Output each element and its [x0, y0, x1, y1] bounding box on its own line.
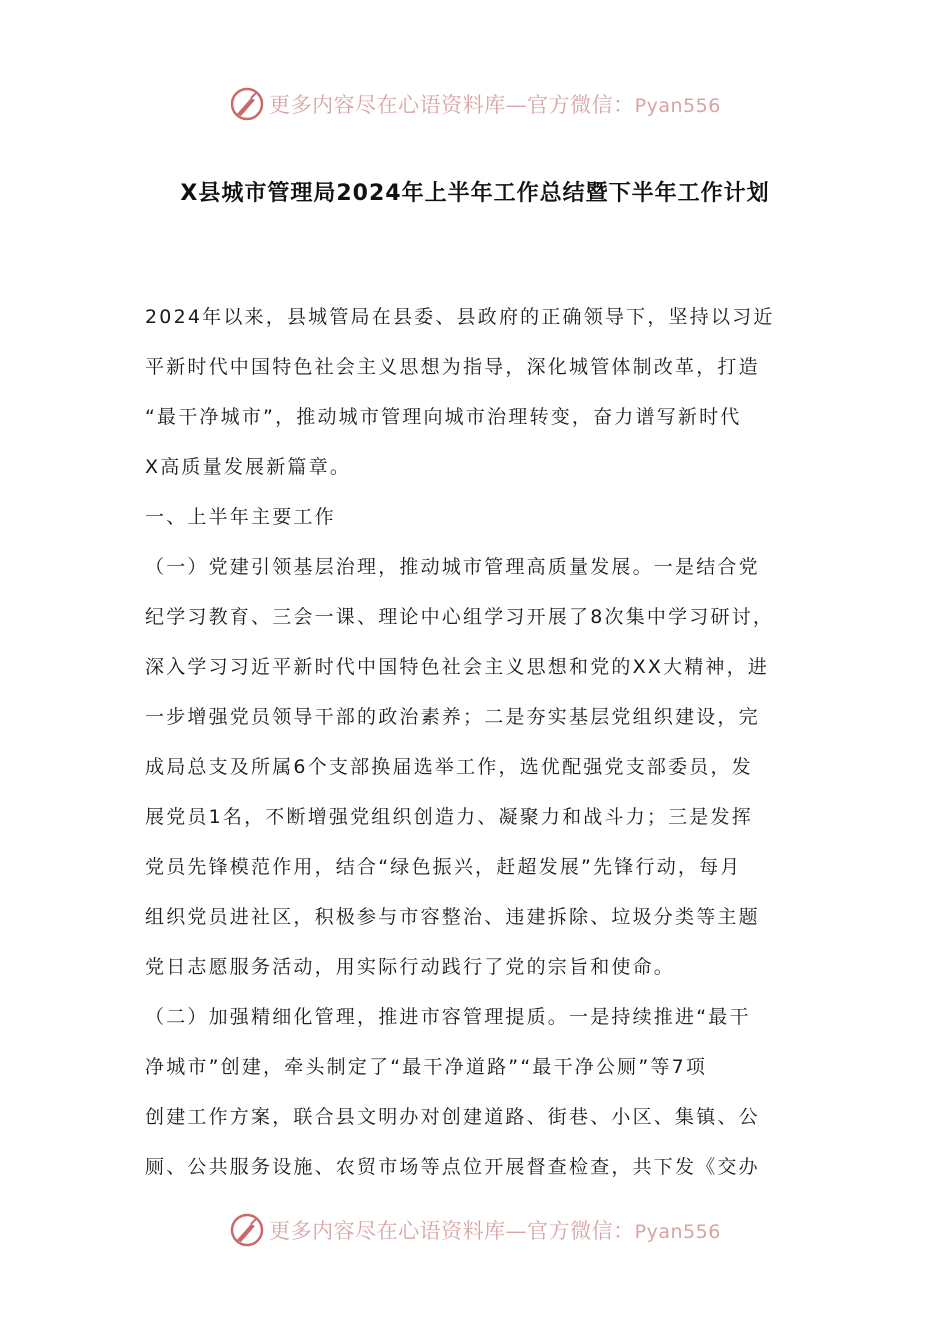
body-line: 一步增强党员领导干部的政治素养；二是夯实基层党组织建设，完	[145, 706, 760, 728]
section-heading: 一、上半年主要工作	[145, 506, 336, 528]
watermark-text: 更多内容尽在心语资料库—官方微信：Pyan556	[269, 1219, 721, 1243]
watermark-handle: Pyan556	[634, 1221, 721, 1243]
document-title: X县城市管理局2024年上半年工作总结暨下半年工作计划	[180, 181, 770, 206]
body-line: 纪学习教育、三会一课、理论中心组学习开展了8次集中学习研讨，	[145, 606, 775, 628]
body-line: 组织党员进社区，积极参与市容整治、违建拆除、垃圾分类等主题	[145, 906, 760, 928]
body-line: X高质量发展新篇章。	[145, 456, 352, 478]
body-line: 净城市”创建，牵头制定了“最干净道路”“最干净公厕”等7项	[145, 1056, 708, 1078]
body-line: 党员先锋模范作用，结合“绿色振兴，赶超发展”先锋行动，每月	[145, 856, 742, 878]
watermark-banner-top	[0, 82, 950, 126]
watermark-banner-bottom	[0, 1208, 950, 1252]
body-line: （二）加强精细化管理，推进市容管理提质。一是持续推进“最干	[145, 1006, 751, 1028]
watermark-handle: Pyan556	[634, 95, 721, 117]
document-body	[145, 292, 810, 1192]
body-line: 成局总支及所属6个支部换届选举工作，选优配强党支部委员，发	[145, 756, 753, 778]
body-line: 2024年以来，县城管局在县委、县政府的正确领导下，坚持以习近	[145, 306, 775, 328]
body-line: 深入学习习近平新时代中国特色社会主义思想和党的XX大精神，进	[145, 656, 770, 678]
pen-logo-icon	[229, 86, 265, 122]
watermark-text: 更多内容尽在心语资料库—官方微信：Pyan556	[269, 93, 721, 117]
body-line: “最干净城市”，推动城市管理向城市治理转变，奋力谱写新时代	[145, 406, 742, 428]
body-line: 厕、公共服务设施、农贸市场等点位开展督查检查，共下发《交办	[145, 1156, 760, 1178]
body-line: 平新时代中国特色社会主义思想为指导，深化城管体制改革，打造	[145, 356, 760, 378]
body-line: （一）党建引领基层治理，推动城市管理高质量发展。一是结合党	[145, 556, 760, 578]
pen-logo-icon	[229, 1212, 265, 1248]
body-line: 展党员1名，不断增强党组织创造力、凝聚力和战斗力；三是发挥	[145, 806, 753, 828]
body-line: 创建工作方案，联合县文明办对创建道路、街巷、小区、集镇、公	[145, 1106, 760, 1128]
body-line: 党日志愿服务活动，用实际行动践行了党的宗旨和使命。	[145, 956, 676, 978]
